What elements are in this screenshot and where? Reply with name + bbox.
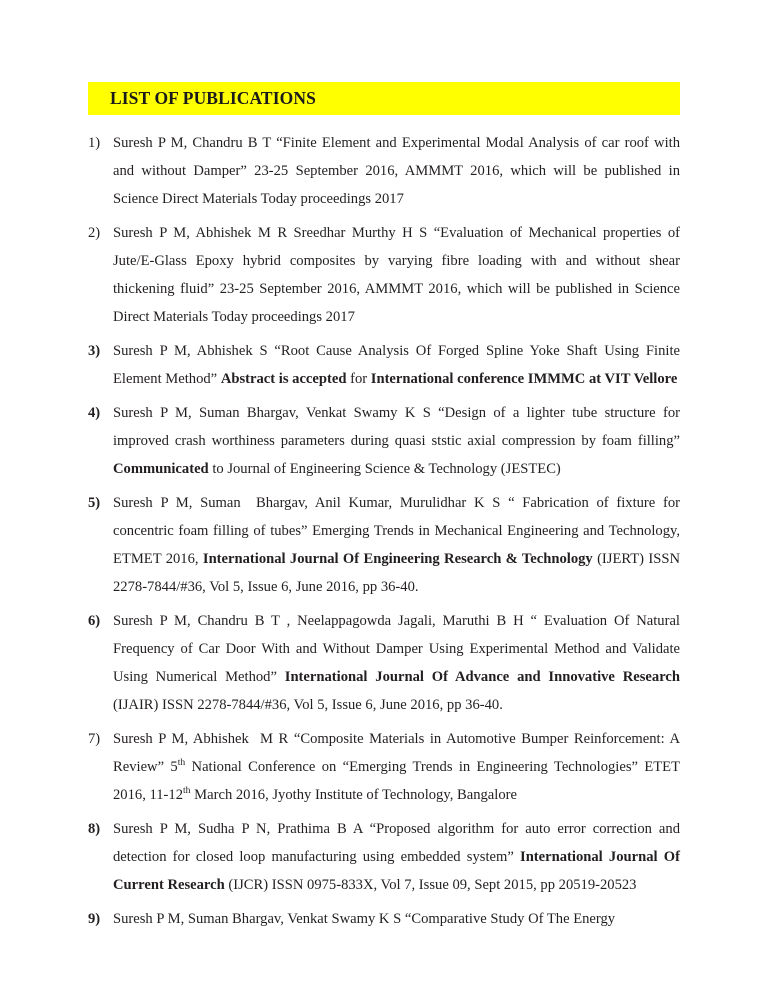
publication-item <box>88 725 680 809</box>
publication-text: Suresh P M, Abhishek M R “Composite Materials in Automotive Bumper Reinforcement: A Review” 5th National Conference on “Emerging Trends in Engineering Technologies” ETET 2016, 11-12th March 2016, Jyothy Institute of Technology, Bangalore <box>113 731 680 804</box>
publication-item <box>88 489 680 601</box>
publication-number: 3) <box>88 343 101 360</box>
publication-number: 1) <box>88 135 101 152</box>
publication-number: 4) <box>88 405 101 422</box>
publication-item <box>88 219 680 331</box>
publication-text: Suresh P M, Sudha P N, Prathima B A “Proposed algorithm for auto error correction and detection for closed loop manufacturing using embedded system” International Journal Of Current Research (IJCR) ISSN 0975-833X, Vol 7, Issue 09, Sept 2015, pp 20519-20523 <box>113 821 680 894</box>
publication-item <box>88 399 680 483</box>
publication-text: Suresh P M, Suman Bhargav, Anil Kumar, Murulidhar K S “ Fabrication of fixture for concentric foam filling of tubes” Emerging Trends in Mechanical Engineering and Technology, ETMET 2016, International Journal Of Engineering Research & Technology (IJERT) ISSN 2278-7844/#36, Vol 5, Issue 6, June 2016, pp 36-40. <box>113 495 680 596</box>
publication-text: Suresh P M, Suman Bhargav, Venkat Swamy K S “Comparative Study Of The Energy <box>113 911 616 928</box>
publications-list <box>88 129 680 933</box>
page-title <box>88 82 680 115</box>
publication-item <box>88 905 680 933</box>
publication-number: 5) <box>88 495 101 512</box>
publication-number: 9) <box>88 911 101 928</box>
publication-text: Suresh P M, Chandru B T “Finite Element and Experimental Modal Analysis of car roof with and without Damper” 23-25 September 2016, AMMMT 2016, which will be published in Science Direct Materials Today proceedings 2017 <box>113 135 680 208</box>
publication-number: 2) <box>88 225 101 242</box>
page-title-text: LIST OF PUBLICATIONS <box>88 82 680 115</box>
publication-number: 8) <box>88 821 101 838</box>
publication-item <box>88 607 680 719</box>
publication-item <box>88 815 680 899</box>
publication-text: Suresh P M, Suman Bhargav, Venkat Swamy K S “Design of a lighter tube structure for improved crash worthiness parameters during quasi ststic axial compression by foam filling” Communicated to Journal of Engineering Science & Technology (JESTEC) <box>113 405 680 478</box>
publication-number: 6) <box>88 613 101 630</box>
publication-item <box>88 129 680 213</box>
publication-text: Suresh P M, Abhishek M R Sreedhar Murthy H S “Evaluation of Mechanical properties of Jute/E-Glass Epoxy hybrid composites by varying fibre loading with and without shear thickening fluid” 23-25 September 2016, AMMMT 2016, which will be published in Science Direct Materials Today proceedings 2017 <box>113 225 680 326</box>
publication-text: Suresh P M, Chandru B T , Neelappagowda Jagali, Maruthi B H “ Evaluation Of Natural Frequency of Car Door With and Without Damper Using Experimental Method and Validate Using Numerical Method” International Journal Of Advance and Innovative Research (IJAIR) ISSN 2278-7844/#36, Vol 5, Issue 6, June 2016, pp 36-40. <box>113 613 680 714</box>
publication-number: 7) <box>88 731 101 748</box>
publication-text: Suresh P M, Abhishek S “Root Cause Analysis Of Forged Spline Yoke Shaft Using Finite Element Method” Abstract is accepted for International conference IMMMC at VIT Vellore <box>113 343 680 388</box>
document-content <box>88 82 680 933</box>
publication-item <box>88 337 680 393</box>
